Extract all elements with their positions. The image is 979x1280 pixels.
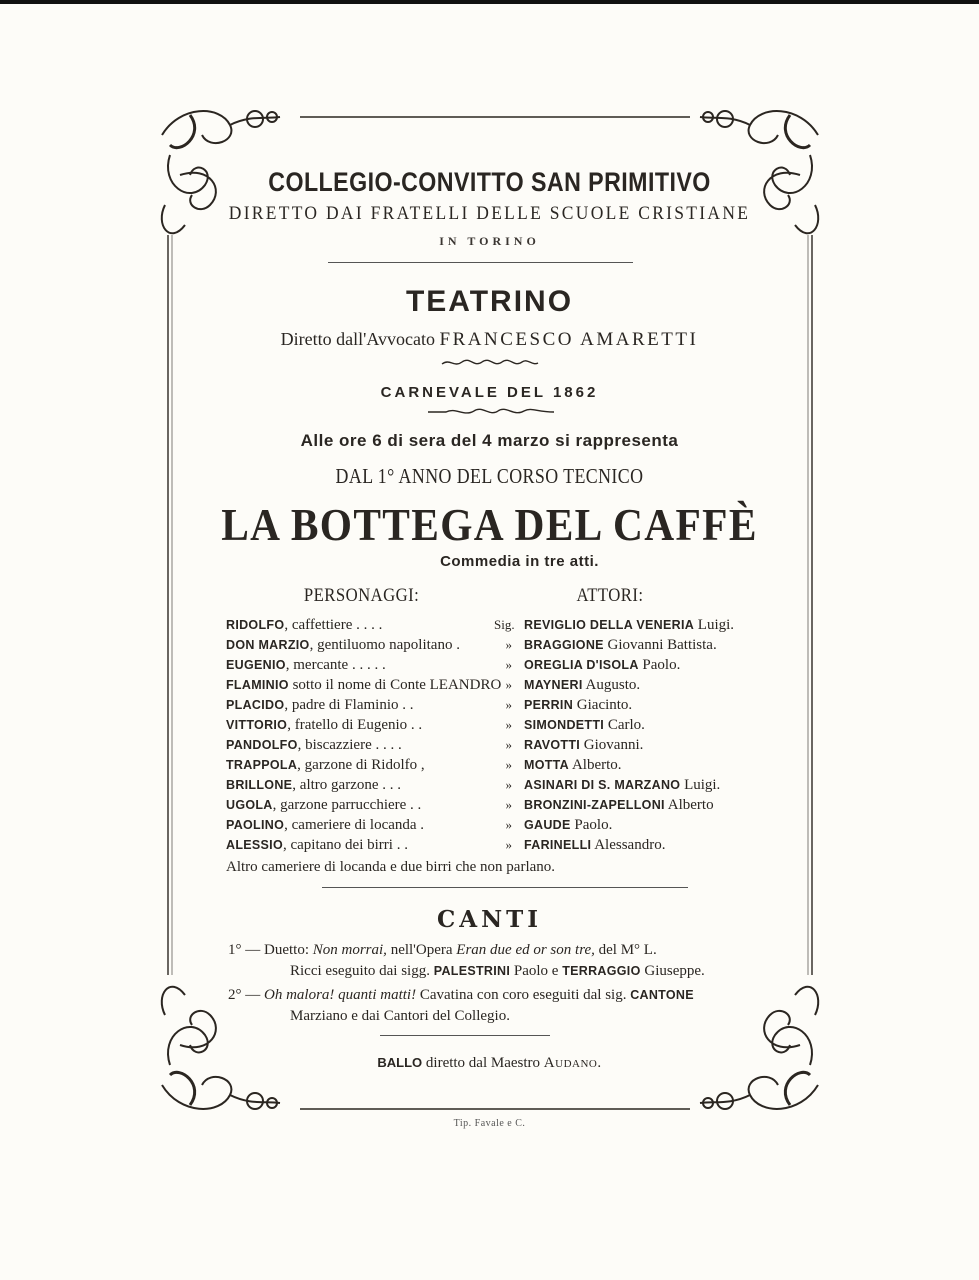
cast-row: PLACIDO, padre di Flaminio . . » PERRIN Giacinto. <box>226 697 633 713</box>
flourish-ornament <box>440 356 540 370</box>
director-name: FRANCESCO AMARETTI <box>439 329 699 350</box>
flourish-ornament-2 <box>426 405 556 419</box>
cast-row: ALESSIO, capitano dei birri . . » FARINELLI Alessandro. <box>226 837 666 853</box>
cast-row: RIDOLFO, caffettiere . . . . Sig. REVIGLIO DELLA VENERIA Luigi. <box>226 617 735 633</box>
divider <box>328 262 633 263</box>
divider <box>380 1035 550 1036</box>
canti-item-1: 1° — Duetto: Non morrai, nell'Opera Eran due ed or son tre, del M° L. Ricci eseguito dai sigg. PALESTRINI Paolo e TERRAGGIO Giuseppe. <box>228 942 705 979</box>
directed-by-line: DIRETTO DAI FRATELLI DELLE SCUOLE CRISTIANE <box>228 203 751 224</box>
season-line: CARNEVALE DEL 1862 <box>380 384 599 401</box>
play-subtitle: Commedia in tre atti. <box>440 553 599 570</box>
cast-row: BRILLONE, altro garzone . . . » ASINARI DI S. MARZANO Luigi. <box>226 777 721 793</box>
director-line <box>0 329 979 351</box>
cast-row: VITTORIO, fratello di Eugenio . . » SIMONDETTI Carlo. <box>226 717 645 733</box>
cast-row: EUGENIO, mercante . . . . . » OREGLIA D'ISOLA Paolo. <box>226 657 681 673</box>
characters-header: PERSONAGGI: <box>303 585 420 606</box>
cast-row: PAOLINO, cameriere di locanda . » GAUDE Paolo. <box>226 817 613 833</box>
divider <box>322 887 688 888</box>
page-edge <box>0 0 979 4</box>
cast-row: PANDOLFO, biscazziere . . . . » RAVOTTI Giovanni. <box>226 737 644 753</box>
performance-line: Alle ore 6 di sera del 4 marzo si rappresenta <box>300 431 679 450</box>
class-line: DAL 1° ANNO DEL CORSO TECNICO <box>335 464 644 488</box>
canti-item-2: 2° — Oh malora! quanti matti! Cavatina con coro eseguiti dal sig. CANTONE Marziano e dai Cantori del Collegio. <box>228 987 694 1024</box>
printer-credit: Tip. Favale e C. <box>453 1118 526 1129</box>
canti-title: CANTI <box>436 906 543 933</box>
actors-header: ATTORI: <box>576 585 644 606</box>
institution-title: COLLEGIO-CONVITTO SAN PRIMITIVO <box>268 167 711 197</box>
ballo-line: BALLO diretto dal Maestro Audano. <box>377 1055 602 1071</box>
play-title: LA BOTTEGA DEL CAFFÈ <box>221 499 758 550</box>
cast-row: DON MARZIO, gentiluomo napolitano . » BRAGGIONE Giovanni Battista. <box>226 637 717 653</box>
theater-title: TEATRINO <box>405 285 574 318</box>
cast-row: TRAPPOLA, garzone di Ridolfo , » MOTTA Alberto. <box>226 757 622 773</box>
cast-note: Altro cameriere di locanda e due birri che non parlano. <box>226 859 556 875</box>
cast-row: FLAMINIO sotto il nome di Conte LEANDRO » MAYNERI Augusto. <box>226 677 641 693</box>
city-line: IN TORINO <box>439 234 540 248</box>
director-prefix: Diretto dall'Avvocato <box>280 329 436 349</box>
cast-row: UGOLA, garzone parrucchiere . . » BRONZINI-ZAPELLONI Alberto <box>226 797 714 813</box>
